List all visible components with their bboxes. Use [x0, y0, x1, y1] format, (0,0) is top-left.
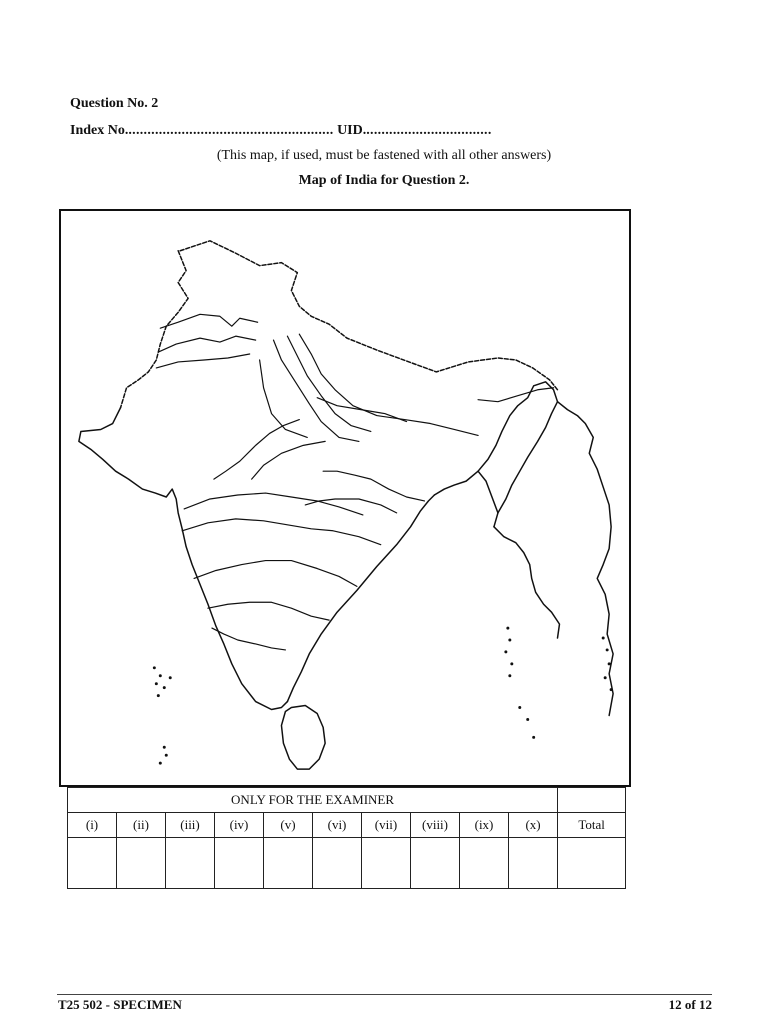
- column-label: (iii): [166, 813, 215, 838]
- map-frame: [59, 209, 631, 787]
- column-label: (iv): [215, 813, 264, 838]
- column-label: (vii): [362, 813, 411, 838]
- uid-field[interactable]: .................................: [366, 123, 492, 138]
- paper-code: T25 502 - SPECIMEN: [58, 997, 182, 1012]
- index-label: Index No.: [70, 123, 129, 138]
- column-label: (x): [509, 813, 558, 838]
- mark-cell[interactable]: [362, 838, 411, 889]
- column-label: (i): [68, 813, 117, 838]
- map-fastening-note: (This map, if used, must be fastened with all other answers): [216, 148, 552, 163]
- examiner-marks-row: [68, 838, 626, 889]
- examiner-heading-row: [68, 788, 626, 813]
- map-title: Map of India for Question 2.: [298, 173, 470, 188]
- column-label: (vi): [313, 813, 362, 838]
- index-number-field[interactable]: ......................................................: [128, 123, 334, 138]
- total-cell[interactable]: [558, 838, 626, 889]
- column-label: (ii): [117, 813, 166, 838]
- mark-cell[interactable]: [509, 838, 558, 889]
- examiner-marks-table: [67, 787, 626, 889]
- column-label: (v): [264, 813, 313, 838]
- question-number: Question No. 2: [70, 96, 159, 111]
- india-outline-map-icon: [61, 211, 629, 785]
- mark-cell[interactable]: [264, 838, 313, 889]
- examiner-column-row: [68, 813, 626, 838]
- page-number: 12 of 12: [668, 997, 712, 1012]
- mark-cell[interactable]: [460, 838, 509, 889]
- column-label: (viii): [411, 813, 460, 838]
- mark-cell[interactable]: [68, 838, 117, 889]
- mark-cell[interactable]: [313, 838, 362, 889]
- examiner-heading-blank: [558, 788, 626, 813]
- footer-divider: [57, 994, 712, 995]
- mark-cell[interactable]: [215, 838, 264, 889]
- mark-cell[interactable]: [166, 838, 215, 889]
- mark-cell[interactable]: [411, 838, 460, 889]
- examiner-heading: ONLY FOR THE EXAMINER: [68, 788, 558, 813]
- total-label: Total: [558, 813, 626, 838]
- uid-label: UID.: [337, 123, 367, 138]
- index-uid-line: [70, 123, 492, 139]
- mark-cell[interactable]: [117, 838, 166, 889]
- column-label: (ix): [460, 813, 509, 838]
